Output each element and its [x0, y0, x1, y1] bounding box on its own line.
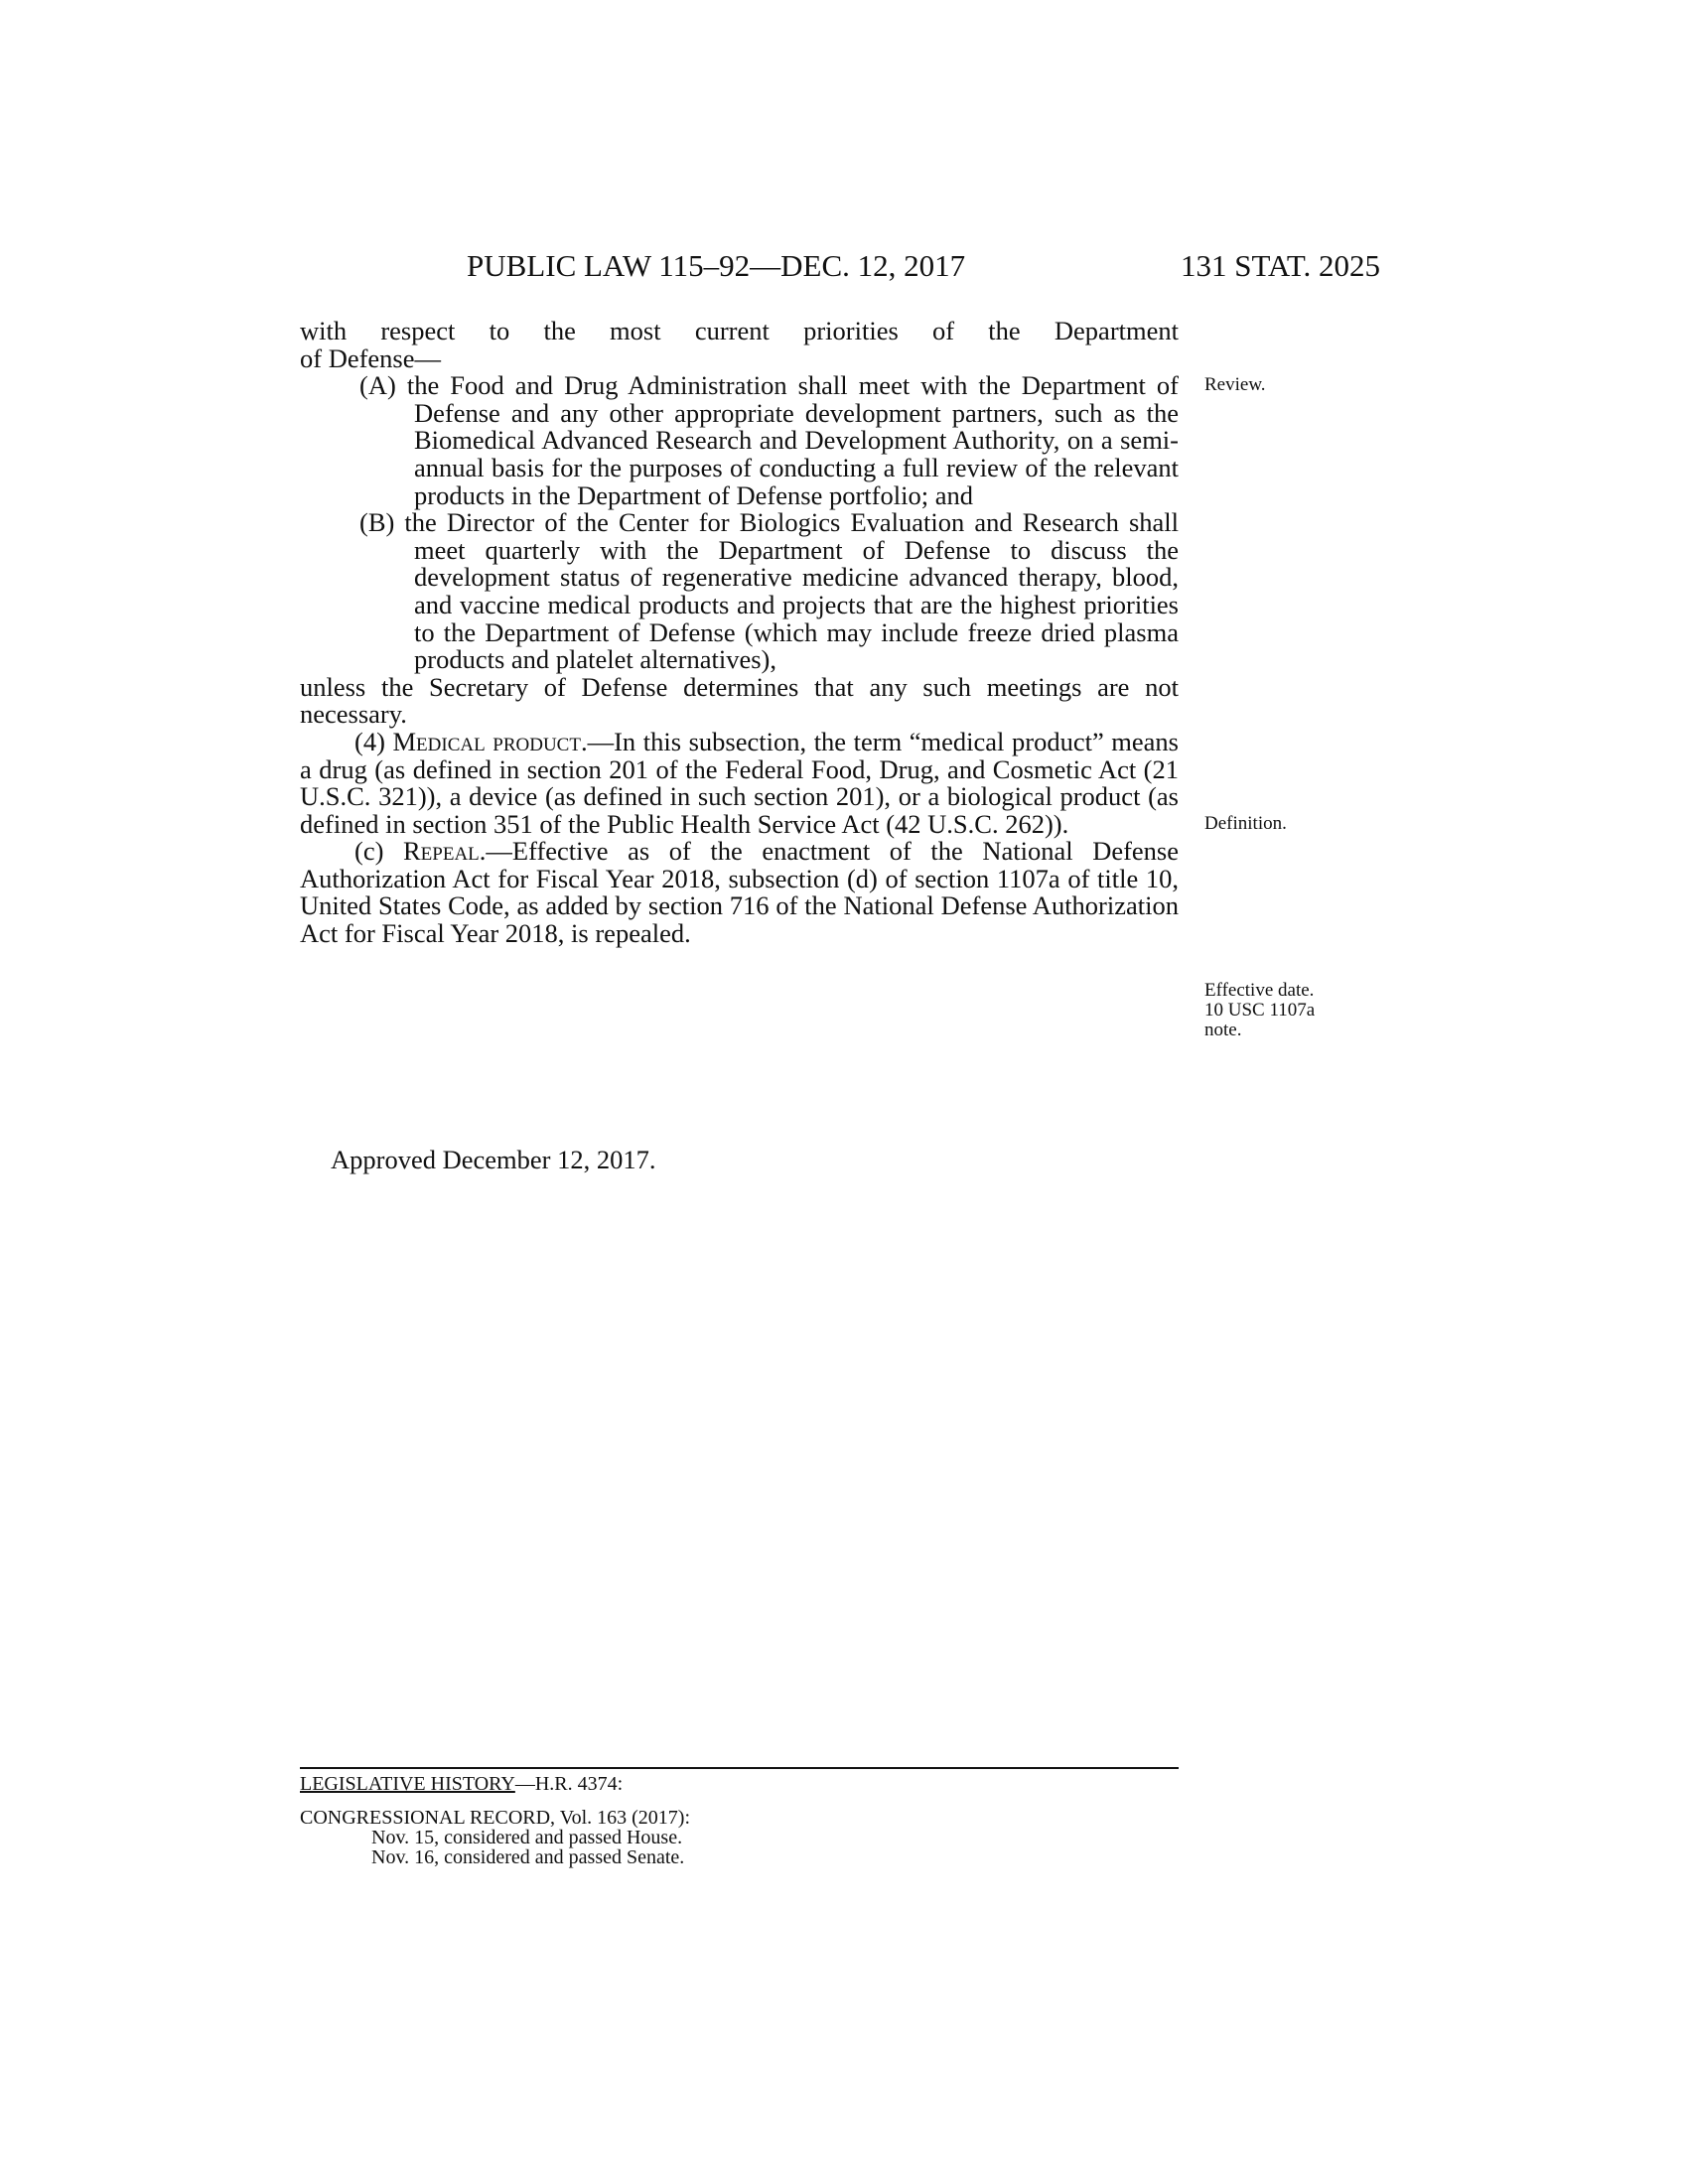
history-heading	[300, 1774, 690, 1794]
margin-note-review: Review.	[1204, 374, 1266, 395]
subsection-c-heading: Repeal	[403, 836, 480, 867]
legislative-history	[300, 1774, 690, 1867]
page-header	[467, 248, 1380, 298]
paragraph-a: (A) the Food and Drug Administration shall meet with the Department of Defense and any other appropriate development partners, such as the Biomedical Advanced Research and Development Authority, on a semi-annual basis for the purposes of conducting a full review of the relevant products in the Department of Defense portfolio; and	[359, 370, 1179, 510]
history-item: Nov. 15, considered and passed House.	[371, 1827, 683, 1848]
subsection-c-label: (c)	[354, 836, 384, 867]
history-item: Nov. 16, considered and passed Senate.	[371, 1846, 685, 1868]
paragraph-b: (B) the Director of the Center for Biologics Evaluation and Research shall meet quarterly with the Department of Defense to discuss the development status of regenerative medicine advanced therapy, blood, and vaccine medical products and projects that are the highest priorities to the Department of Defense (which may include freeze dried plasma products and platelet alternatives),	[359, 507, 1179, 675]
footer-divider	[300, 1767, 1179, 1769]
subsection-c-text: .—Effective as of the enactment of the National Defense Authorization Act for Fiscal Year 2018, subsection (d) of section 1107a of title 10, United States Code, as added by section 716 of the National Defense Authorization Act for Fiscal Year 2018, is repealed.	[300, 836, 1179, 949]
margin-note-effective-label: Effective date.	[1204, 980, 1315, 1001]
paragraph-4-heading: Medical product	[392, 726, 581, 756]
intro-line-1: with respect to the most current priorities of the Department	[300, 316, 1179, 345]
approval-date: Approved December 12, 2017.	[331, 1145, 656, 1174]
margin-note-usc: 10 USC 1107a	[1204, 1000, 1316, 1021]
paragraph-4	[300, 726, 1179, 839]
unless-clause: unless the Secretary of Defense determines that any such meetings are not necessary.	[300, 671, 1179, 730]
statute-page-number: 131 STAT. 2025	[1180, 248, 1380, 283]
history-label: LEGISLATIVE HISTORY	[300, 1773, 515, 1795]
main-text	[300, 318, 1179, 948]
law-title: PUBLIC LAW 115–92—DEC. 12, 2017	[467, 248, 966, 283]
subsection-c	[300, 838, 1179, 947]
intro-line-2: of Defense—	[300, 342, 442, 373]
paragraph-4-label: (4)	[354, 726, 385, 756]
congressional-record: CONGRESSIONAL RECORD, Vol. 163 (2017):	[300, 1807, 690, 1829]
margin-note-note: note.	[1204, 1020, 1242, 1040]
history-bill: —H.R. 4374:	[514, 1773, 624, 1795]
margin-note-effective-date	[1204, 981, 1315, 1040]
margin-note-definition: Definition.	[1204, 813, 1287, 834]
paragraph-4-text: .—In this subsection, the term “medical product” means a drug (as defined in section 201 of the Federal Food, Drug, and Cosmetic Act (21 U.S.C. 321)), a device (as defined in such section 201), or a biological product (as defined in section 351 of the Public Health Service Act (42 U.S.C. 262)).	[300, 726, 1179, 839]
